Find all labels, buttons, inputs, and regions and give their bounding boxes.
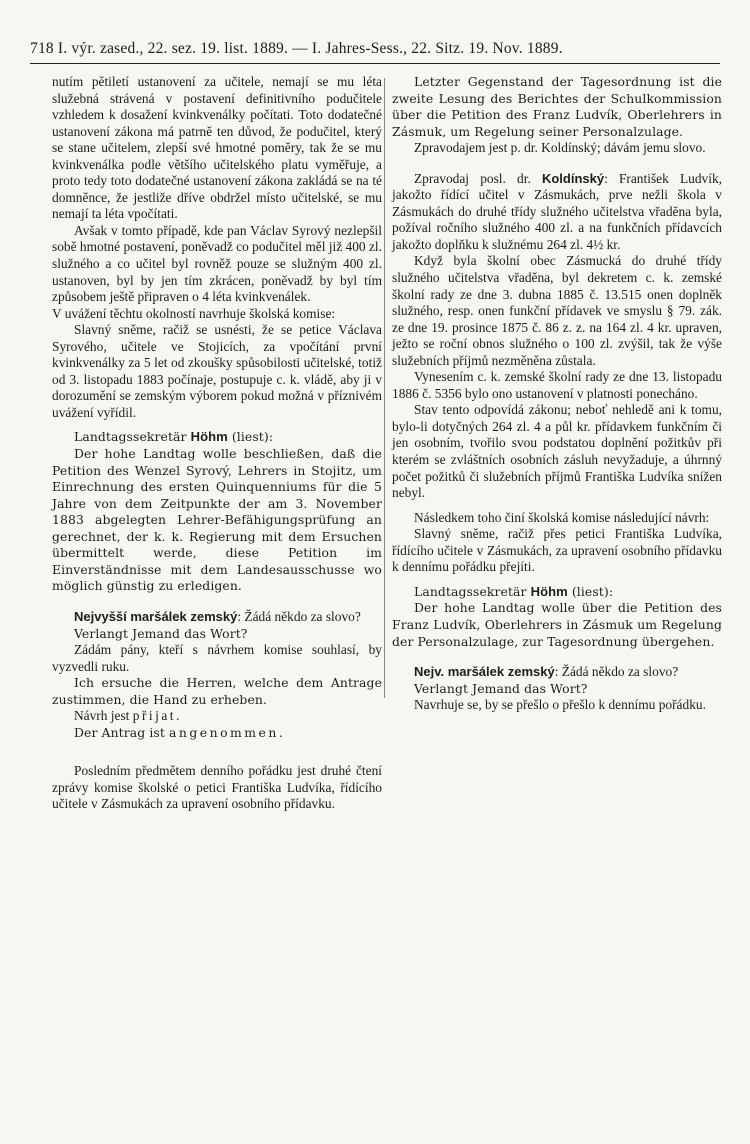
- spacer: [392, 576, 722, 584]
- paragraph: Vynesením c. k. zemské školní rady ze dne 13. listopadu 1886 č. 5356 bylo ono ustanovení v platnosti ponecháno.: [392, 369, 722, 401]
- paragraph: Avšak v tomto případě, kde pan Václav Syrový nezlepšil sobě hmotné postavení, poněvadž co podučitel měl již 400 zl. služného a co učitel byl rovněž pouze se služným 400 zl. ustanoven, byl by jen tím zkrácen, poněvadž by byl tím způsobem ještě připraven o 4 léta kvinkvenálek.: [52, 222, 382, 305]
- paragraph: Následkem toho činí školská komise následující návrh:: [414, 509, 710, 525]
- paragraph-german: Der hohe Landtag wolle über die Petition des Franz Ludvík, Oberlehrers in Zásmuk um Regelung der Personalzulage, zur Tagesordnung übergehen.: [392, 600, 722, 649]
- paragraph: Zpravodajem jest p. dr. Koldínský; dávám jemu slovo.: [414, 140, 706, 156]
- spacer: [52, 421, 382, 429]
- speaker-line: [392, 664, 722, 681]
- result-value: angenommen.: [168, 724, 286, 740]
- paragraph: Posledním předmětem denního pořádku jest druhé čtení zprávy komise školské o petici Františka Ludvíka, řídícího učitele v Zásmukách za upravení osobního přídavku.: [52, 763, 382, 812]
- paragraph: nutím pětiletí ustanovení za učitele, nemají se mu léta služebná strávená v postavení definitivního podučitele vzhledem k dosažení kvinkvenálky počítati. Toto dodatečné ustanovení zákona má patrně ten důvod, že podučitel, který se stane učitelem, zlepší své hmotné poměry, tak že se mu kvinkvenálka podle většího učitelského platu vyměřuje, a proto tedy toto dodatečné ustanovení zákona zakládá se na té domněnce, že jestliže dříve obdržel místo učitelské, se mu nemají ta léta vpočítati.: [52, 74, 382, 222]
- spacer: [392, 502, 722, 510]
- speaker-name: Höhm: [190, 429, 228, 445]
- left-column: [52, 74, 382, 813]
- spacer: [52, 741, 382, 763]
- speaker-line: [392, 171, 722, 254]
- paragraph-german: Letzter Gegenstand der Tagesordnung ist die zweite Lesung des Berichtes der Schulkommission über die Petition des Franz Ludvík, Oberlehrers in Zásmuk, um Regelung seiner Personalzulage.: [392, 74, 722, 139]
- speaker-name: Nejv. maršálek zemský: [414, 664, 555, 680]
- speaker-line: [52, 609, 382, 626]
- speaker-line: [392, 584, 722, 601]
- paragraph-german: Ich ersuche die Herren, welche dem Antrage zustimmen, die Hand zu erheben.: [52, 675, 382, 707]
- paragraph: Když byla školní obec Zásmucká do druhé třídy služného učitelstva vřaděna, byl dekretem c. k. zemské školní rady ze dne 3. dubna 1885 č. 13.515 onen doplněk služného, resp. onen funkční přídavek ve smyslu § 79. zák. ze dne 19. prosince 1875 č. 86 z. z. na 164 zl. 4 kr. upraven, ježto se roční obnos služného o 100 zl. zvýšil, tak že výše služebních příjmů nezměněna zůstala.: [392, 253, 722, 368]
- speaker-line: [52, 429, 382, 446]
- speaker-name: Höhm: [530, 583, 568, 599]
- spacer: [52, 595, 382, 609]
- speaker-name: Koldínský: [541, 170, 605, 186]
- speaker-text: : Žádá někdo za slovo?: [554, 664, 679, 680]
- result-label: Návrh jest: [74, 708, 133, 724]
- result-line-german: [52, 725, 382, 742]
- result-value: přijat.: [132, 708, 182, 724]
- paragraph: Stav tento odpovídá zákonu; neboť nehledě ani k tomu, bylo-li dotyčných 264 zl. 4 a půl kr. přídavkem funkčním či jen osobním, tvořilo svou podstatou doplnění požitkův při kterém se zvláštních osobních zásluh nevyžaduje, a úhrnný počet požitků či služebních příjmů Františka Ludvíka snížen nebyl.: [392, 402, 722, 501]
- paragraph: Zádám pány, kteří s návrhem komise souhlasí, by vyzvedli ruku.: [52, 642, 382, 674]
- paragraph-german: Verlangt Jemand das Wort?: [74, 625, 248, 641]
- paragraph: Slavný sněme, račiž přes petici Františka Ludvíka, řídícího učitele v Zásmukách, za upravení osobního přídavku k dennímu pořádku přejíti.: [392, 526, 722, 575]
- speaker-text: : František Ludvík, jakožto řídící učitel v Zásmukách, prve nežli škola v Zásmukách do druhé třídy služného učitelstva vřaděna byla, požíval ročního služného 400 zl. a na funkčních přídavcích jakožto doplňku k služnému 264 zl. 4½ kr.: [392, 170, 722, 252]
- result-line: [52, 708, 382, 725]
- column-divider: [384, 78, 385, 698]
- paragraph: V uvážení těchtu okolností navrhuje školská komise:: [52, 305, 336, 321]
- speaker-name: Nejvyšší maršálek zemský: [74, 608, 238, 624]
- speaker-role: Landtagssekretär: [414, 583, 531, 599]
- spacer: [392, 650, 722, 664]
- speaker-note: (liest):: [227, 429, 274, 445]
- result-label: Der Antrag ist: [74, 724, 169, 740]
- speaker-role: Landtagssekretär: [74, 429, 191, 445]
- spacer: [392, 157, 722, 171]
- page-header: 718 I. výr. zased., 22. sez. 19. list. 1889. — I. Jahres-Sess., 22. Sitz. 19. Nov. 1889.: [30, 40, 720, 64]
- paragraph: Slavný sněme, račiž se usnésti, že se petice Václava Syrového, učitele ve Stojicích, za vpočítání první kvinkvenálky za 5 let od zkoušky spůsobilosti učitelské, totiž od 3. listopadu 1883 počínaje, postupuje c. k. vládě, aby ji v dorozumění se zemským výborem pokud možná v příznivém uvážení vyřídil.: [52, 322, 382, 420]
- paragraph-german: Verlangt Jemand das Wort?: [414, 680, 588, 696]
- paragraph: Navrhuje se, by se přešlo o přešlo k dennímu pořádku.: [414, 697, 706, 713]
- paragraph-german: Der hohe Landtag wolle beschließen, daß die Petition des Wenzel Syrový, Lehrers in Stojitz, um Einrechnung des ersten Quinquenniums für die 5 Jahre von dem Zeitpunkte der am 3. November 1883 abgelegten Lehrer-Befähigungsprüfung an gerechnet, der k. k. Regierung mit dem Ersuchen übermittelt werde, diese Petition im Einverständnisse mit dem Landesausschusse wo möglich günstig zu erledigen.: [52, 446, 382, 594]
- speaker-text: : Žádá někdo za slovo?: [237, 608, 361, 624]
- speaker-note: (liest):: [567, 583, 614, 599]
- speaker-role: Zpravodaj posl. dr.: [414, 170, 542, 186]
- right-column: [392, 74, 722, 714]
